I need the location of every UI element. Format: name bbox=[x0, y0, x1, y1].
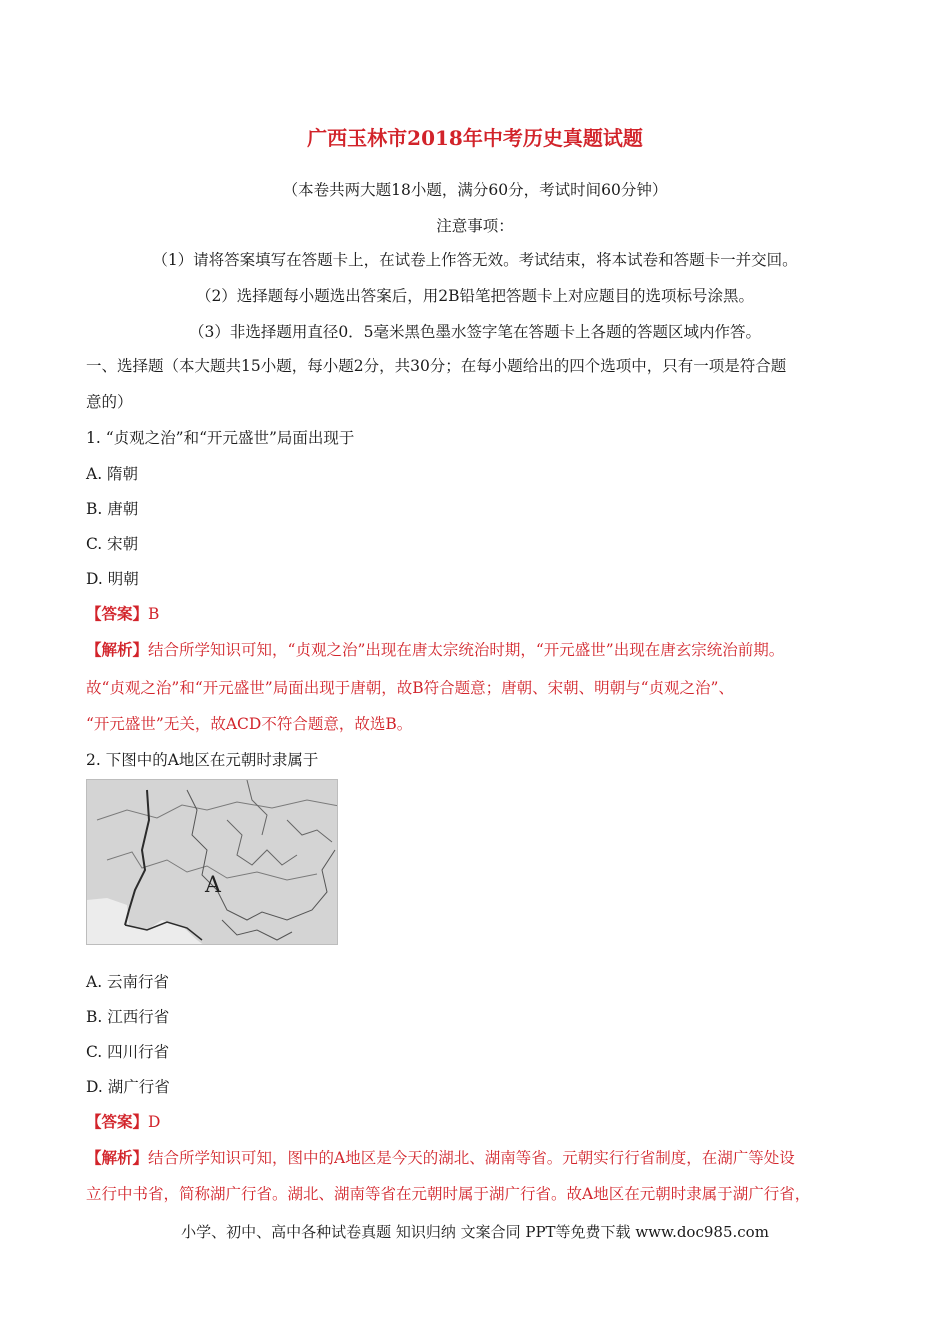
answer-value: D bbox=[148, 1113, 161, 1131]
historical-map-image bbox=[86, 779, 338, 945]
note-item: （2）选择题每小题选出答案后，用2B铅笔把答题卡上对应题目的选项标号涂黑。 bbox=[195, 287, 755, 305]
map-graphic bbox=[87, 780, 338, 945]
notes-heading: 注意事项： bbox=[436, 217, 514, 235]
analysis-text: 结合所学知识可知，“贞观之治”出现在唐太宗统治时期，“开元盛世”出现在唐玄宗统治前期。 bbox=[148, 641, 785, 659]
q1-option-d: D. 明朝 bbox=[86, 570, 139, 588]
q1-analysis-line: “开元盛世”无关，故ACD不符合题意，故选B。 bbox=[86, 715, 413, 733]
section-heading-cont: 意的） bbox=[86, 393, 133, 411]
answer-tag: 【答案】 bbox=[86, 604, 149, 623]
q1-option-c: C. 宋朝 bbox=[86, 535, 139, 553]
q2-option-d: D. 湖广行省 bbox=[86, 1078, 170, 1096]
q2-analysis bbox=[86, 1148, 795, 1168]
question-1-stem: 1. “贞观之治”和“开元盛世”局面出现于 bbox=[86, 429, 355, 447]
analysis-tag: 【解析】 bbox=[86, 640, 149, 659]
q2-option-a: A. 云南行省 bbox=[86, 973, 170, 991]
exam-info: （本卷共两大题18小题，满分60分，考试时间60分钟） bbox=[282, 181, 668, 199]
q1-option-b: B. 唐朝 bbox=[86, 500, 139, 518]
note-item: （1）请将答案填写在答题卡上，在试卷上作答无效。考试结束，将本试卷和答题卡一并交回。 bbox=[152, 251, 798, 269]
answer-tag: 【答案】 bbox=[86, 1112, 149, 1131]
q2-answer bbox=[86, 1112, 160, 1132]
map-region-label: A bbox=[205, 873, 221, 898]
section-heading: 一、选择题（本大题共15小题，每小题2分，共30分；在每小题给出的四个选项中，只有一项是符合题 bbox=[86, 357, 787, 375]
q2-option-b: B. 江西行省 bbox=[86, 1008, 170, 1026]
question-2-stem: 2. 下图中的A地区在元朝时隶属于 bbox=[86, 751, 319, 769]
q2-option-c: C. 四川行省 bbox=[86, 1043, 170, 1061]
page-footer: 小学、初中、高中各种试卷真题 知识归纳 文案合同 PPT等免费下载 www.doc985.com bbox=[181, 1223, 769, 1241]
q1-answer bbox=[86, 604, 159, 624]
page-title: 广西玉林市2018年中考历史真题试题 bbox=[307, 126, 643, 150]
q1-analysis-line: 故“贞观之治”和“开元盛世”局面出现于唐朝，故B符合题意；唐朝、宋朝、明朝与“贞观之治”、 bbox=[86, 679, 734, 697]
analysis-tag: 【解析】 bbox=[86, 1148, 149, 1167]
q1-option-a: A. 隋朝 bbox=[86, 465, 139, 483]
answer-value: B bbox=[148, 605, 160, 623]
note-item: （3）非选择题用直径0．5毫米黑色墨水签字笔在答题卡上各题的答题区域内作答。 bbox=[188, 323, 762, 341]
q2-analysis-line: 立行中书省，简称湖广行省。湖北、湖南等省在元朝时属于湖广行省。故A地区在元朝时隶属于湖广行省， bbox=[86, 1185, 811, 1203]
q1-analysis bbox=[86, 640, 784, 660]
analysis-text: 结合所学知识可知，图中的A地区是今天的湖北、湖南等省。元朝实行行省制度，在湖广等处设 bbox=[148, 1149, 795, 1167]
